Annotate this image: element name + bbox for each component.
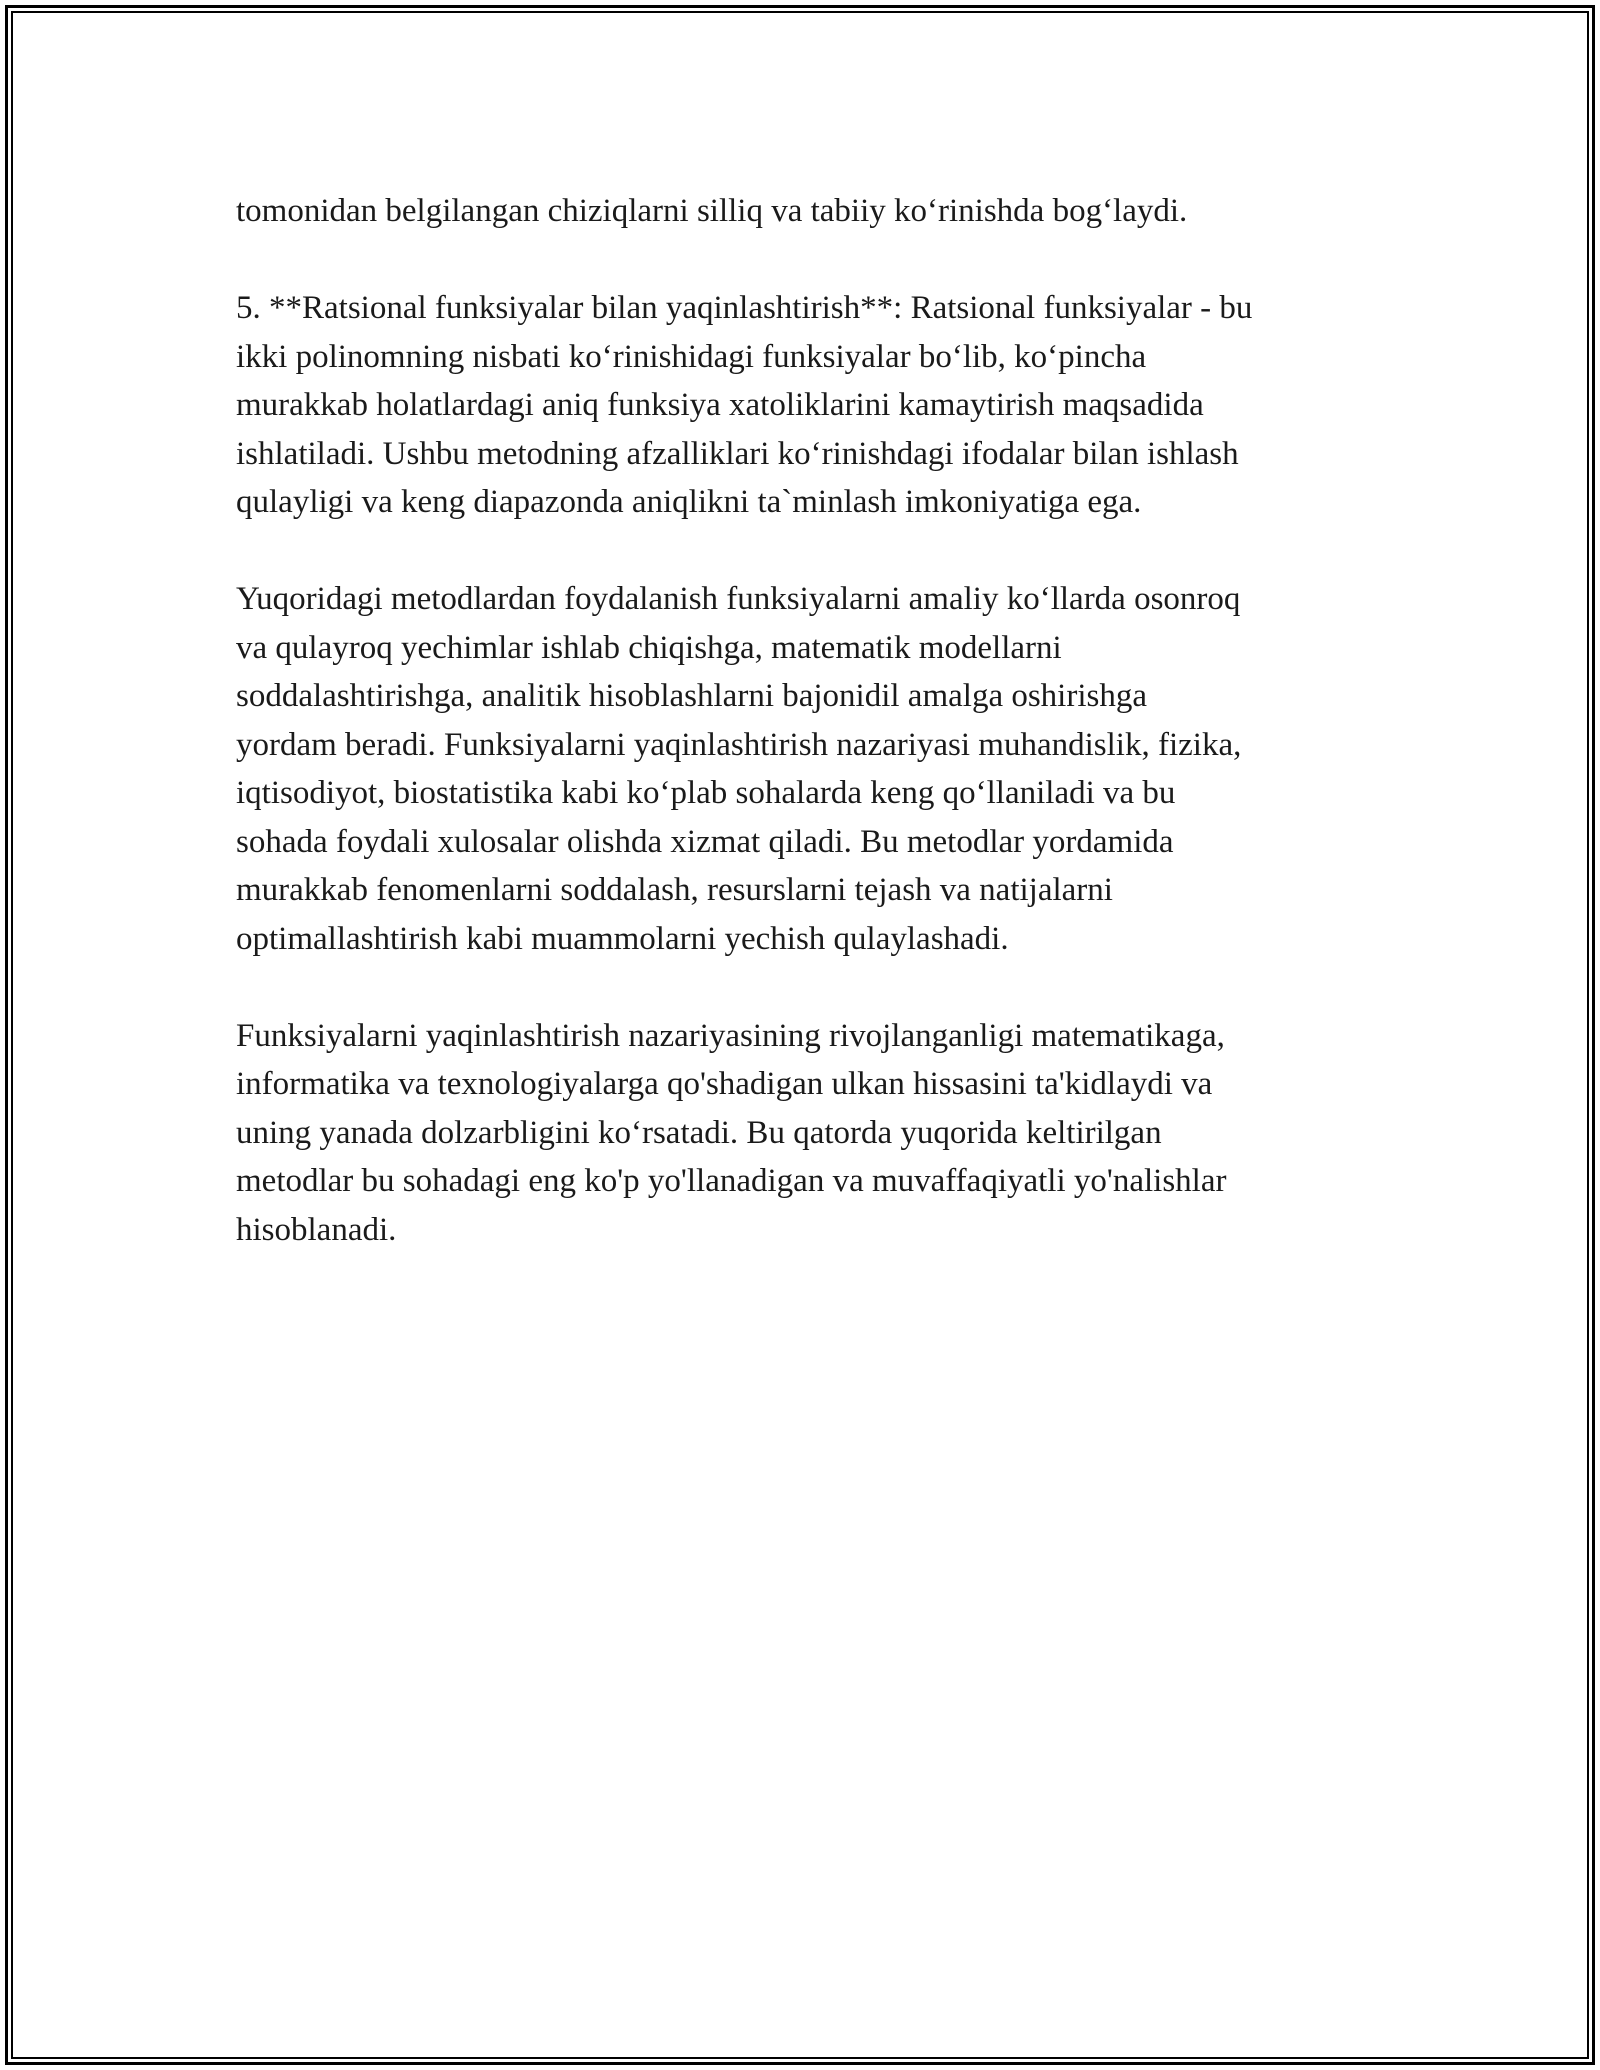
document-body xyxy=(236,187,1376,1254)
paragraph-continuation: tomonidan belgilangan chiziqlarni silliq va tabiiy ko‘rinishda bog‘laydi. xyxy=(236,193,1188,229)
paragraph-methods-benefits: Yuqoridagi metodlardan foydalanish funksiyalarni amaliy ko‘llarda osonroq va qulayroq yechimlar ishlab chiqishga, matematik modellarni soddalashtirishga, analitik hisoblashlarni bajonidil amalga oshirishga yordam beradi. Funksiyalarni yaqinlashtirish nazariyasi muhandislik, fizika, iqtisodiyot, biostatistika kabi ko‘plab sohalarda keng qo‘llaniladi va bu sohada foydali xulosalar olishda xizmat qiladi. Bu metodlar yordamida murakkab fenomenlarni soddalash, resurslarni tejash va natijalarni optimallashtirish kabi muammolarni yechish qulaylashadi. xyxy=(236,581,1242,957)
paragraph-rational-functions: 5. **Ratsional funksiyalar bilan yaqinlashtirish**: Ratsional funksiyalar - bu ikki polinomning nisbati ko‘rinishidagi funksiyalar bo‘lib, ko‘pincha murakkab holatlardagi aniq funksiya xatoliklarini kamaytirish maqsadida ishlatiladi. Ushbu metodning afzalliklari ko‘rinishdagi ifodalar bilan ishlash qulayligi va keng diapazonda aniqlikni ta`minlash imkoniyatiga ega. xyxy=(236,290,1253,520)
paragraph-conclusion: Funksiyalarni yaqinlashtirish nazariyasining rivojlanganligi matematikaga, informatika va texnologiyalarga qo'shadigan ulkan hissasini ta'kidlaydi va uning yanada dolzarbligini ko‘rsatadi. Bu qatorda yuqorida keltirilgan metodlar bu sohadagi eng ko'p yo'llanadigan va muvaffaqiyatli yo'nalishlar hisoblanadi. xyxy=(236,1017,1227,1248)
